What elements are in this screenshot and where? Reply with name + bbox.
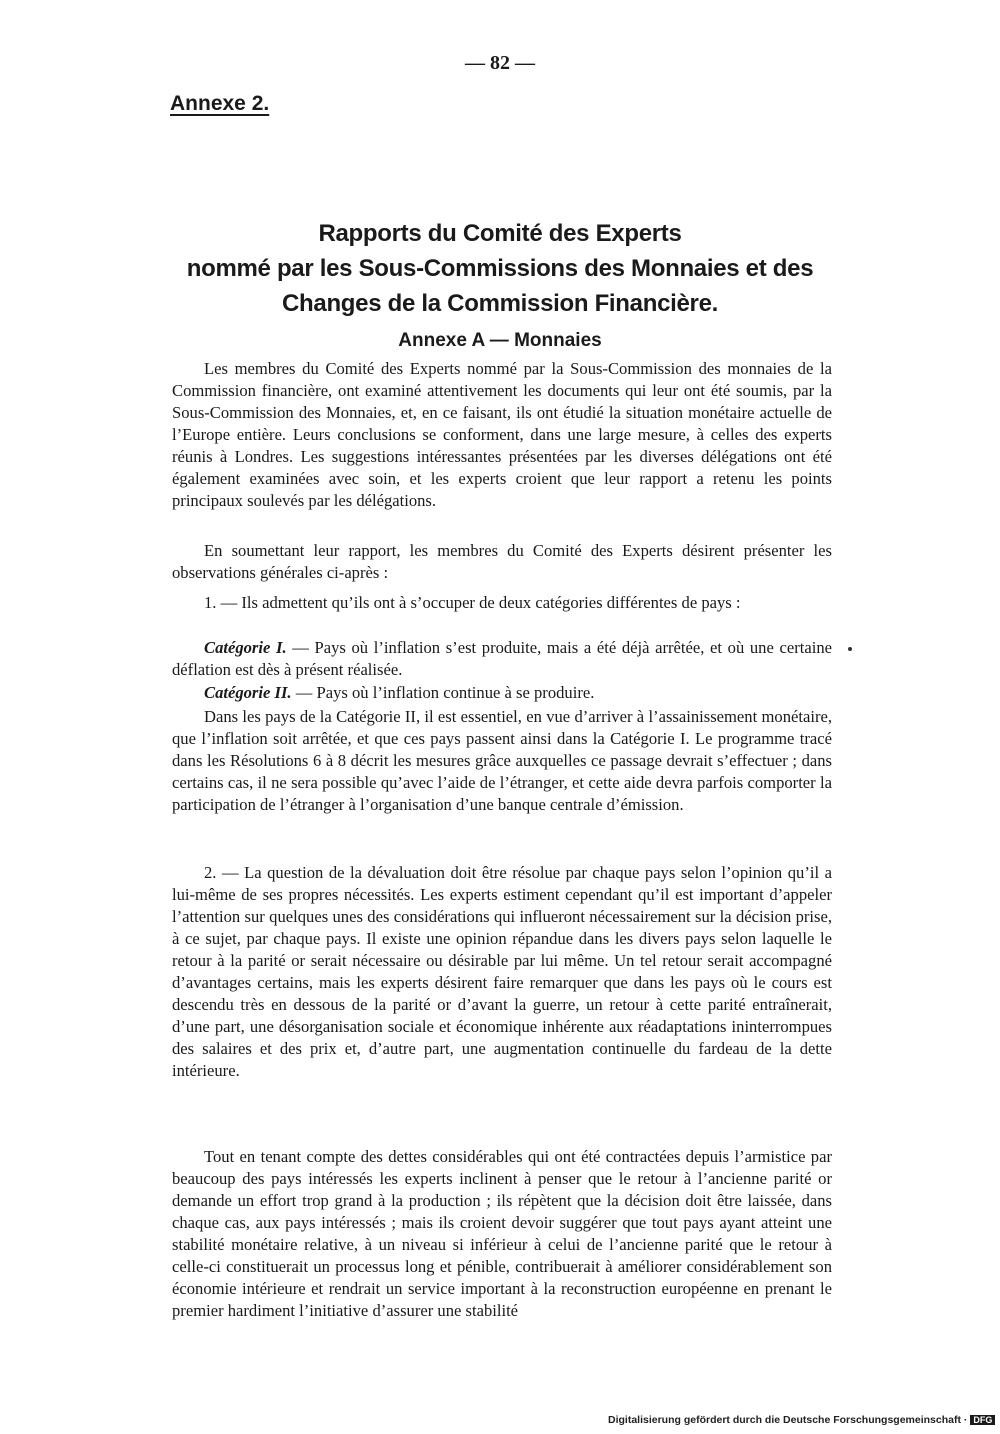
- annex-label: Annexe 2.: [170, 92, 270, 115]
- category-2-text: — Pays où l’inflation continue à se produire.: [291, 683, 595, 702]
- paragraph-point-1: 1. — Ils admettent qu’ils ont à s’occuper de deux catégories différentes de pays :: [204, 593, 741, 612]
- dfg-logo: DFG: [970, 1415, 995, 1425]
- digitization-credit: [608, 1414, 995, 1426]
- section-subtitle: Annexe A — Monnaies: [398, 330, 602, 351]
- title-line-1: Rapports du Comité des Experts: [318, 220, 682, 247]
- paragraph-point-2: 2. — La question de la dévaluation doit être résolue par chaque pays selon l’opinion qu’il a lui-même de ses propres nécessités. Les experts estiment cependant qu’il est important d’appeler l’attention sur quelques unes des considérations qui influeront nécessairement sur la décision prise, à ce sujet, par chaque pays. Il existe une opinion répandue dans les divers pays selon laquelle le retour à la parité or serait nécessaire ou désirable par lui même. Un tel retour serait accompagné d’avantages certains, mais les experts désirent faire remarquer que dans les pays où le cours est descendu très en dessous de la parité or d’avant la guerre, un retour à cette parité entraînerait, d’une part, une désorganisation sociale et économique inhérente aux réadaptations ininterrompues des salaires et des prix et, d’autre part, une augmentation continuelle du fardeau de la dette intérieure.: [172, 863, 832, 1080]
- page-number: — 82 —: [465, 52, 535, 74]
- title-line-2: nommé par les Sous-Commissions des Monnaies et des: [186, 255, 814, 282]
- paragraph-observations: En soumettant leur rapport, les membres du Comité des Experts désirent présenter les observations générales ci-après :: [172, 541, 832, 582]
- title-line-3: Changes de la Commission Financière.: [282, 290, 718, 317]
- paragraph-conclusion: Tout en tenant compte des dettes considérables qui ont été contractées depuis l’armistice par beaucoup des pays intéressés les experts inclinent à penser que le retour à l’ancienne parité or demande un effort trop grand à la production ; ils répètent que la décision doit être laissée, dans chaque cas, aux pays intéressés ; mais ils croient devoir suggérer que tout pays ayant atteint une stabilité monétaire relative, à un niveau si inférieur à celui de l’ancienne parité que le retour à celle-ci constituerait un processus long et pénible, contribuerait à améliorer considérablement son économie intérieure et rendrait un service important à la reconstruction européenne en prenant le premier hardiment l’initiative d’assurer une stabilité: [172, 1147, 832, 1320]
- category-1: [172, 637, 832, 681]
- margin-mark: [848, 647, 852, 651]
- paragraph-category-2-detail: Dans les pays de la Catégorie II, il est essentiel, en vue d’arriver à l’assainissement monétaire, que l’inflation soit arrêtée, et que ces pays passent ainsi dans la Catégorie I. Le programme tracé dans les Résolutions 6 à 8 décrit les mesures grâce auxquelles ce passage devrait s’effectuer ; dans certains cas, il ne sera possible qu’avec l’aide de l’étranger, et cette aide devra parfois comporter la participation de l’étranger à l’organisation d’une banque centrale d’émission.: [172, 707, 832, 814]
- category-2-label: Catégorie II.: [204, 683, 292, 702]
- category-1-text: — Pays où l’inflation s’est produite, mais a été déjà arrêtée, et où une certaine déflation est dès à présent réalisée.: [172, 638, 832, 679]
- category-1-label: Catégorie I.: [204, 638, 287, 657]
- document-title: [160, 216, 840, 321]
- credit-text: Digitalisierung gefördert durch die Deutsche Forschungsgemeinschaft ·: [608, 1414, 968, 1426]
- paragraph-intro: Les membres du Comité des Experts nommé par la Sous-Commission des monnaies de la Commission financière, ont examiné attentivement les documents qui leur ont été soumis, par la Sous-Commission des Monnaies, et, en ce faisant, ils ont étudié la situation monétaire actuelle de l’Europe entière. Leurs conclusions se conforment, dans une large mesure, à celles des experts réunis à Londres. Les suggestions intéressantes présentées par les diverses délégations ont été également examinées avec soin, et les experts croient que leur rapport a retenu les points principaux soulevés par les délégations.: [172, 359, 832, 510]
- category-2: [172, 682, 832, 704]
